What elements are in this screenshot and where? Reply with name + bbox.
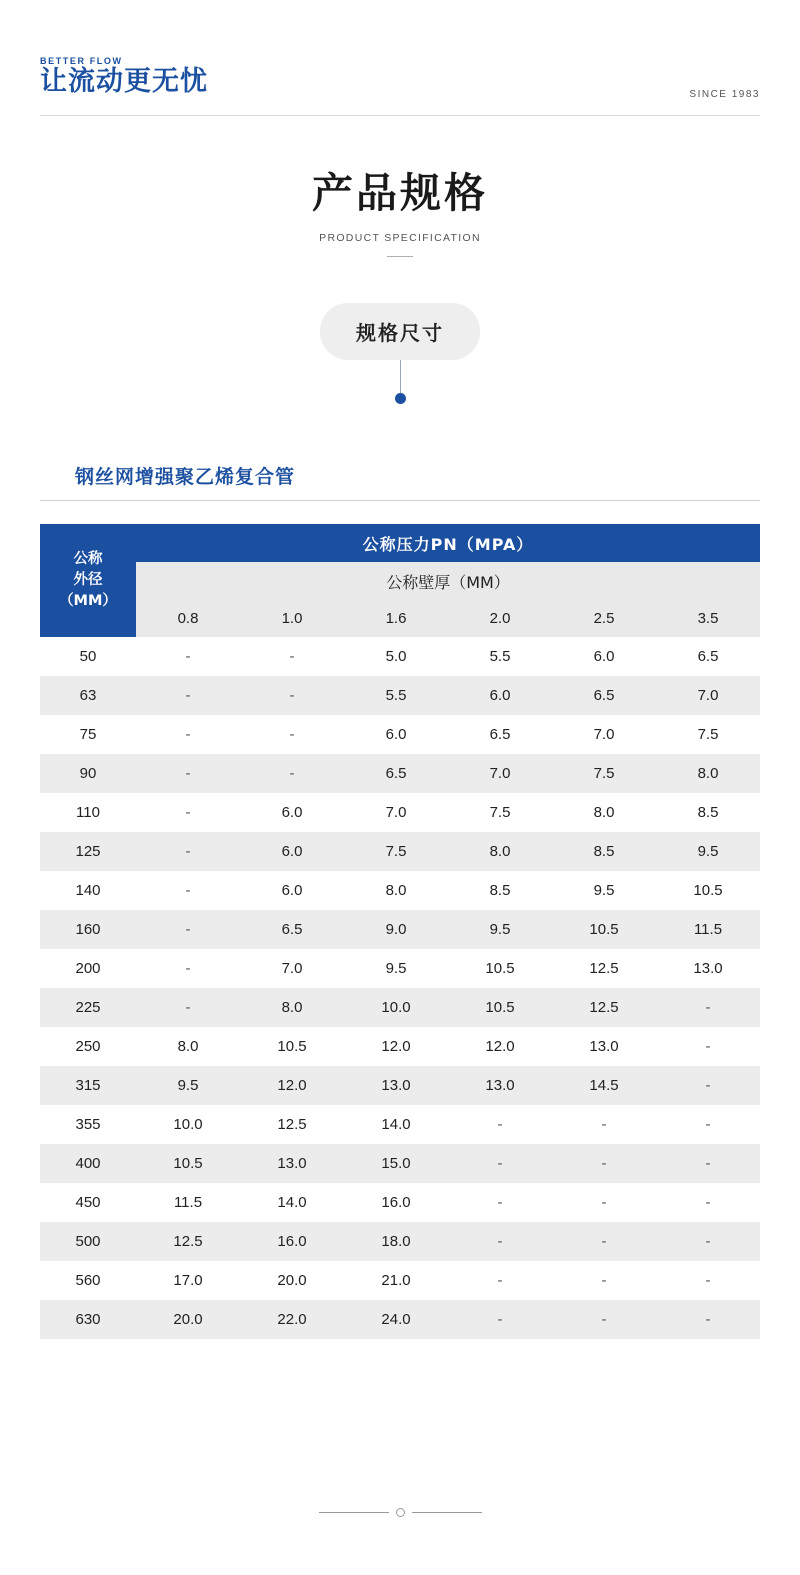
section-divider [40,500,760,501]
cell-wall-thickness: 8.0 [385,882,407,899]
cell-wall-thickness: 10.5 [693,882,723,899]
cell-nominal-od: 140 [75,882,101,899]
cell-wall-thickness: - [656,1144,760,1183]
cell-wall-thickness: 9.5 [448,910,552,949]
cell-wall-thickness: 8.5 [552,832,656,871]
cell-nominal-od: 250 [75,1038,101,1055]
table-row [40,1144,760,1183]
table-row [40,1183,760,1222]
cell-wall-thickness: 7.0 [281,960,303,977]
spec-section [40,462,760,501]
cell-wall-thickness: - [448,1144,552,1183]
table-row [40,676,760,715]
cell-wall-thickness: 8.0 [177,1038,199,1055]
cell-wall-thickness: 8.5 [697,804,719,821]
cell-wall-thickness: 20.0 [136,1300,240,1339]
cell-nominal-od: 110 [76,804,100,821]
cell-wall-thickness: 12.0 [240,1066,344,1105]
cell-wall-thickness: - [289,648,295,665]
table-row [40,1300,760,1339]
table-row [40,715,760,754]
cell-wall-thickness: 10.0 [344,988,448,1027]
cell-nominal-od: 315 [40,1066,136,1105]
cell-wall-thickness: 6.5 [552,676,656,715]
cell-wall-thickness: 7.5 [489,804,511,821]
cell-wall-thickness: 8.0 [593,804,615,821]
cell-wall-thickness: 21.0 [381,1272,411,1289]
cell-wall-thickness: 12.5 [552,988,656,1027]
table-row [40,988,760,1027]
table-row [40,793,760,832]
cell-wall-thickness: - [185,960,191,977]
col-header-pn-4: 2.5 [552,600,656,637]
od-header-line-1: 公称 [73,550,103,567]
cell-wall-thickness: 20.0 [277,1272,307,1289]
cell-wall-thickness: 13.0 [589,1038,619,1055]
cell-wall-thickness: 12.5 [136,1222,240,1261]
cell-nominal-od: 225 [40,988,136,1027]
cell-wall-thickness: 10.0 [173,1116,203,1133]
cell-wall-thickness: 9.5 [136,1066,240,1105]
cell-wall-thickness: - [705,1272,711,1289]
table-body [40,637,760,1339]
cell-nominal-od: 630 [40,1300,136,1339]
cell-nominal-od: 63 [40,676,136,715]
cell-wall-thickness: - [552,1222,656,1261]
cell-nominal-od: 160 [40,910,136,949]
cell-wall-thickness: - [705,1038,711,1055]
cell-wall-thickness: - [656,988,760,1027]
cell-wall-thickness: 7.5 [552,754,656,793]
cell-wall-thickness: - [136,676,240,715]
cell-wall-thickness: - [497,1194,503,1211]
cell-wall-thickness: 10.5 [277,1038,307,1055]
table-row [40,1105,760,1144]
cell-wall-thickness: 6.0 [593,648,615,665]
cell-wall-thickness: 12.5 [589,960,619,977]
page-footer-ornament [0,1508,800,1517]
since-label: SINCE 1983 [689,89,760,100]
cell-wall-thickness: 13.0 [344,1066,448,1105]
cell-wall-thickness: - [136,832,240,871]
cell-nominal-od: 400 [40,1144,136,1183]
cell-nominal-od: 75 [79,726,97,743]
cell-wall-thickness: - [656,1066,760,1105]
cell-wall-thickness: 16.0 [381,1194,411,1211]
cell-wall-thickness: 22.0 [240,1300,344,1339]
cell-nominal-od: 50 [79,648,97,665]
col-header-pn-0: 0.8 [136,600,240,637]
cell-wall-thickness: 10.5 [136,1144,240,1183]
cell-wall-thickness: 9.5 [385,960,407,977]
cell-wall-thickness: 14.5 [552,1066,656,1105]
page-subtitle: PRODUCT SPECIFICATION [319,232,481,244]
cell-wall-thickness: 8.0 [240,988,344,1027]
cell-wall-thickness: - [656,1222,760,1261]
cell-wall-thickness: 6.0 [385,726,407,743]
table-row [40,1222,760,1261]
cell-wall-thickness: 6.5 [240,910,344,949]
cell-wall-thickness: 9.5 [656,832,760,871]
page-title-block [0,160,800,257]
cell-wall-thickness: - [136,988,240,1027]
cell-wall-thickness: - [136,754,240,793]
table-row [40,832,760,871]
col-header-pn-2: 1.6 [344,600,448,637]
page-header [0,0,800,116]
section-heading: 钢丝网增强聚乙烯复合管 [75,466,296,488]
cell-wall-thickness: 13.0 [448,1066,552,1105]
cell-wall-thickness: 6.5 [697,648,719,665]
brand-logo [40,56,208,95]
col-header-wall-thickness: 公称壁厚（MM） [136,562,760,600]
cell-wall-thickness: - [448,1300,552,1339]
cell-wall-thickness: 7.0 [593,726,615,743]
cell-wall-thickness: 6.5 [344,754,448,793]
cell-wall-thickness: 14.0 [381,1116,411,1133]
cell-wall-thickness: - [185,726,191,743]
cell-wall-thickness: - [240,676,344,715]
cell-wall-thickness: 13.0 [693,960,723,977]
brand-tagline-en: BETTER FLOW [40,56,123,66]
cell-wall-thickness: 10.5 [485,960,515,977]
cell-wall-thickness: 5.5 [489,648,511,665]
cell-wall-thickness: 7.5 [697,726,719,743]
footer-line-right [412,1512,482,1513]
cell-wall-thickness: - [497,1272,503,1289]
cell-nominal-od: 560 [75,1272,101,1289]
cell-wall-thickness: 12.5 [277,1116,307,1133]
cell-wall-thickness: 9.5 [593,882,615,899]
cell-wall-thickness: 8.0 [448,832,552,871]
od-header-line-2: 外径 [73,571,103,588]
col-header-pn-5: 3.5 [656,600,760,637]
cell-wall-thickness: - [601,1116,607,1133]
footer-circle [396,1508,405,1517]
cell-nominal-od: 200 [75,960,101,977]
cell-wall-thickness: - [601,1272,607,1289]
col-header-nominal-pressure: 公称压力PN（MPA） [136,524,760,562]
cell-wall-thickness: - [289,726,295,743]
cell-wall-thickness: - [448,1222,552,1261]
od-header-line-3: （MM） [59,593,117,609]
col-header-pn-1: 1.0 [240,600,344,637]
table-row [40,1066,760,1105]
cell-wall-thickness: 10.5 [552,910,656,949]
pill-connector-line [400,360,401,393]
col-header-nominal-od [40,524,136,637]
table-row [40,949,760,988]
cell-wall-thickness: 9.0 [344,910,448,949]
table-header-row-pn [40,524,760,562]
cell-wall-thickness: 7.0 [448,754,552,793]
cell-wall-thickness: 6.0 [448,676,552,715]
cell-wall-thickness: - [497,1116,503,1133]
spec-pill-wrap [0,303,800,404]
table-row [40,1261,760,1300]
cell-wall-thickness: - [552,1300,656,1339]
cell-wall-thickness: - [705,1116,711,1133]
cell-wall-thickness: 6.0 [240,832,344,871]
cell-wall-thickness: 15.0 [344,1144,448,1183]
cell-wall-thickness: 6.5 [489,726,511,743]
spec-pill-label: 规格尺寸 [320,303,480,360]
cell-wall-thickness: 7.0 [656,676,760,715]
cell-wall-thickness: - [656,1300,760,1339]
table-row [40,910,760,949]
cell-wall-thickness: 10.5 [448,988,552,1027]
header-divider [40,115,760,116]
cell-wall-thickness: 5.5 [344,676,448,715]
cell-nominal-od: 90 [40,754,136,793]
pill-connector-dot [395,393,406,404]
cell-wall-thickness: 13.0 [240,1144,344,1183]
cell-wall-thickness: 6.0 [281,804,303,821]
cell-wall-thickness: 14.0 [277,1194,307,1211]
cell-wall-thickness: 6.0 [281,882,303,899]
cell-nominal-od: 125 [40,832,136,871]
brand-tagline-cn: 让流动更无忧 [40,66,208,97]
table-row [40,871,760,910]
table-header-row-wall [40,562,760,600]
cell-nominal-od: 500 [40,1222,136,1261]
cell-wall-thickness: 24.0 [344,1300,448,1339]
specification-table [40,524,760,1339]
table-row [40,637,760,676]
footer-line-left [319,1512,389,1513]
cell-wall-thickness: 17.0 [173,1272,203,1289]
cell-wall-thickness: 11.5 [656,910,760,949]
cell-wall-thickness: 18.0 [344,1222,448,1261]
page-title: 产品规格 [312,169,488,217]
cell-nominal-od: 450 [75,1194,101,1211]
cell-wall-thickness: - [601,1194,607,1211]
cell-wall-thickness: - [705,1194,711,1211]
cell-wall-thickness: 8.0 [656,754,760,793]
cell-wall-thickness: 12.0 [381,1038,411,1055]
cell-nominal-od: 355 [75,1116,101,1133]
cell-wall-thickness: 5.0 [385,648,407,665]
cell-wall-thickness: 7.0 [385,804,407,821]
cell-wall-thickness: - [185,804,191,821]
cell-wall-thickness: - [136,910,240,949]
title-divider [387,256,413,257]
cell-wall-thickness: 12.0 [485,1038,515,1055]
table-header-row-values [40,600,760,637]
table-row [40,754,760,793]
table-row [40,1027,760,1066]
cell-wall-thickness: - [185,882,191,899]
cell-wall-thickness: - [240,754,344,793]
table-head [40,524,760,637]
cell-wall-thickness: 7.5 [344,832,448,871]
cell-wall-thickness: 8.5 [489,882,511,899]
cell-wall-thickness: 16.0 [240,1222,344,1261]
cell-wall-thickness: 11.5 [173,1194,203,1211]
col-header-pn-3: 2.0 [448,600,552,637]
cell-wall-thickness: - [552,1144,656,1183]
cell-wall-thickness: - [185,648,191,665]
